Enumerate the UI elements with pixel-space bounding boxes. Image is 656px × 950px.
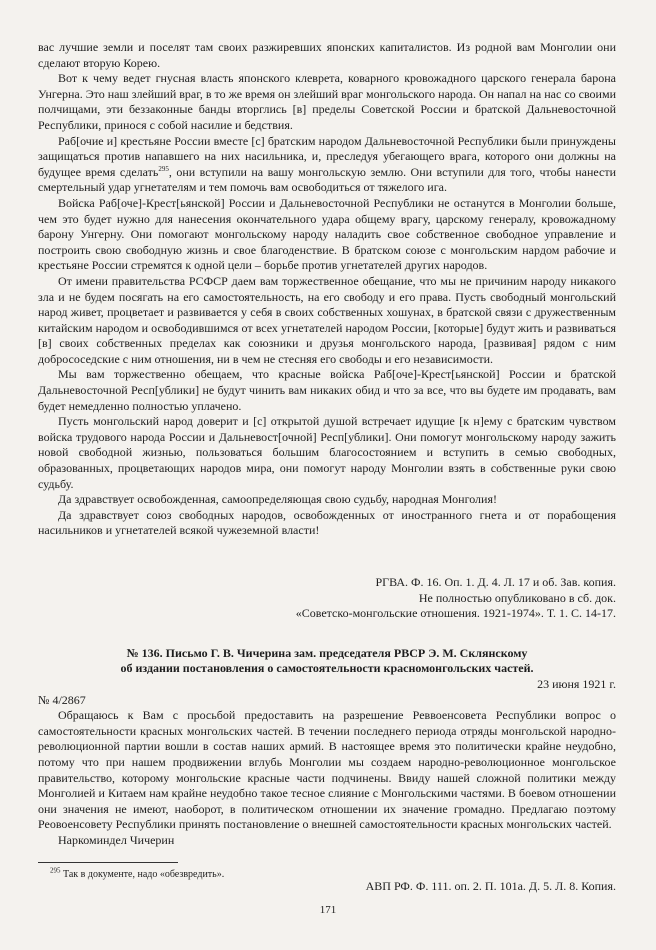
footnote-text: Так в документе, надо «обезвредить». <box>60 869 225 880</box>
paragraph: Войска Раб[оче]-Крест[ьянской] России и Дальневосточной Республики не останутся в Монголии больше, чем это будет нужно для нанесения окончательного удара общему врагу, царскому генералу, кровожадному барону Унгерну. Они помогают монгольскому народу наладить свое собственное свободное управление и построить свою свободную жизнь и свое благоденствие. В братском союзе с монгольским нардом рабочие и крестьяне России стремятся к одной цели – борьбе против угнетателей других народов. <box>38 195 616 273</box>
archive-source <box>38 575 616 622</box>
page-number: 171 <box>319 904 337 916</box>
footnote-divider <box>38 862 178 863</box>
paragraph <box>38 134 616 196</box>
document-body: Обращаюсь к Вам с просьбой предоставить на разрешение Реввоенсовета Республики вопрос о самостоятельности красных монгольских частей. В течении последнего периода отряды монгольской народно-революционной партии вошли в состав наших армий. В настоящее время это политически крайне неудобно, потому что при нашем продвижении вглубь Монголии мы создаем народно-революционное монгольское правительство, которому монгольские красные части подчинены. Ввиду нашей сложной политики между Монголией и Китаем нам крайне неудобно такое тесное слияние с Монгольскими частями. В боевом отношении они значения не имеют, наоборот, в политическом отношении их значение громадно. Предлагаю поэтому Реовоенсовету Республики принять постановление о внешней самостоятельности красных монгольских частей. <box>38 708 616 832</box>
paragraph: Мы вам торжественно обещаем, что красные войска Раб[оче]-Крест[ьянской] России и братской Дальневосточной Респ[ублики] не будут чинить вам никаких обид и что за все, что вы будете им продавать, вам будет немедленно полностью уплачено. <box>38 367 616 413</box>
paragraph-text: , они вступили на вашу монгольскую землю. Они вступили для того, чтобы нанести смертельный удар угнетателям и тем помочь вам освободиться от тяжелого ига. <box>38 164 616 195</box>
document-date: 23 июня 1921 г. <box>537 676 616 691</box>
paragraph: Вот к чему ведет гнусная власть японского клеврета, коварного кровожадного царского генерала барона Унгерна. Это наш злейший враг, в то же время он злейший враг монгольского народа. Он напал на нас со своими полчищами, эти беззаконные банды вторглись [в] пределы Советской России и братской Дальневосточной Республики, принося с собой насилие и бедствия. <box>38 71 616 132</box>
paragraph: Да здравствует союз свободных народов, освобожденных от иностранного гнета и от порабощения насильников и угнетателей всякой чужеземной власти! <box>38 507 616 538</box>
source-line: Не полностью опубликовано в сб. док. <box>418 590 616 605</box>
document-title-line: № 136. Письмо Г. В. Чичерина зам. председателя РВСР Э. М. Склянскому <box>126 645 528 660</box>
footnote-number: 295 <box>50 866 61 875</box>
paragraph: От имени правительства РСФСР даем вам торжественное обещание, что мы не причиним народу никакого зла и не будем посягать на его самостоятельность, на его свободу и его права. Пусть свободный монгольский народ живет, процветает и развивается у себя в своих собственных хошунах, в братской связи с дружественным китайским народом и освободившимся от всех угнетателей народом России, [которые] будут жить и развиваться [в] своих собственных пределах как союзники и друзья монгольского народа, [развивая] рядом с ним добрососедские с ним отношения, ни в чем не стесняя его свободы и его независимости. <box>38 273 616 366</box>
document-title <box>38 646 616 677</box>
document-title-line: об издании постановления о самостоятельности красномонгольских частей. <box>120 661 534 676</box>
paragraph: вас лучшие земли и поселят там своих разжиревших японских капиталистов. Из родной вам Монголии они сделают вторую Корею. <box>38 40 616 70</box>
footnote <box>50 868 224 881</box>
paragraph: Пусть монгольский народ доверит и [с] открытой душой встречает идущие [к н]ему с братским чувством войска трудового народа России и Дальневост[очной] Респ[ублики]. Они помогут монгольскому народу зажить новой свободной жизнью, пользоваться большим благосостоянием и вступить в семью свободных, образованных, процветающих народов мира, они помогут народу Монголии взять в собственные руки свою судьбу. <box>38 414 616 491</box>
paragraph-text: Раб[очие и] крестьяне России вместе [с] братским народом Дальневосточной Республики были принуждены защищаться против напавшего на них насильника, и, преследуя убегающего врага, которого они должны на будущее время сделать <box>38 133 616 179</box>
signature: Наркоминдел Чичерин <box>58 832 175 847</box>
footnote-reference[interactable]: 295 <box>158 164 169 173</box>
source-line: РГВА. Ф. 16. Оп. 1. Д. 4. Л. 17 и об. Зав. копия. <box>375 575 616 589</box>
paragraph: Да здравствует освобожденная, самоопределяющая свою судьбу, народная Монголия! <box>58 492 497 507</box>
source-line: «Советско-монгольские отношения. 1921-1974». Т. 1. С. 14-17. <box>295 606 616 621</box>
document-number: № 4/2867 <box>38 692 86 707</box>
archive-source: АВП РФ. Ф. 111. оп. 2. П. 101а. Д. 5. Л. 8. Копия. <box>365 878 616 893</box>
